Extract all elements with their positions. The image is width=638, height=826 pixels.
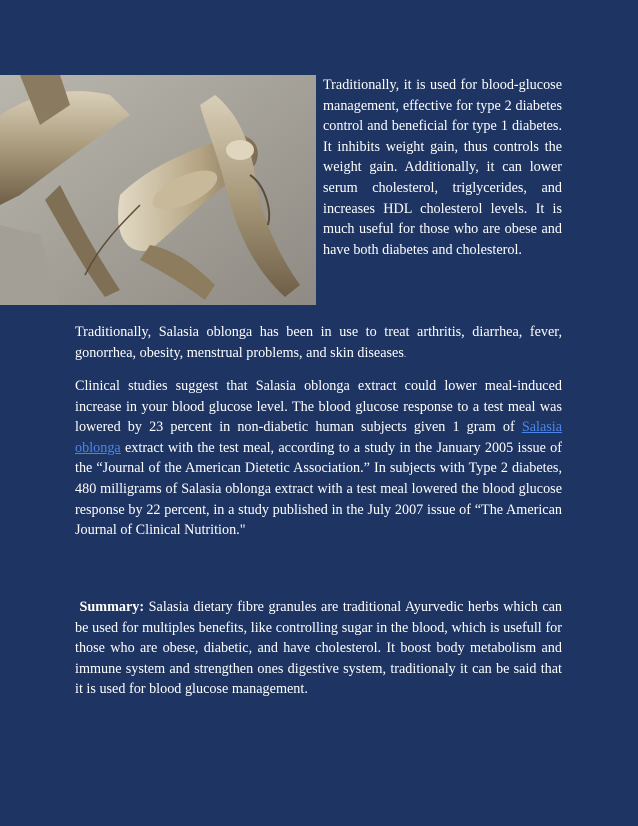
summary-label: Summary:: [79, 599, 145, 615]
salasia-oblonga-link[interactable]: Salasia oblonga: [75, 419, 562, 456]
salacia-root-photo: [0, 75, 316, 305]
summary-text: Salasia dietary fibre granules are traditional Ayurvedic herbs which can be used for multiples benefits, like controlling sugar in the blood, which is usefull for those who are obese, diabetic, and have cholesterol. It boost body metabolism and immune system and strengthen ones digestive system, traditionaly it can be said that it is used for blood glucose management.: [75, 599, 563, 698]
intro-column-text: Traditionally, it is used for blood-glucose management, effective for type 2 diabetes control and beneficial for type 1 diabetes. It inhibits weight gain, thus controls the weight gain. Additionally, it can lower serum cholesterol, triglycerides, and increases HDL cholesterol levels. It is much useful for those who are obese and have both diabetes and cholesterol.: [323, 77, 562, 258]
intro-full-body: Traditionally, Salasia oblonga has been in use to treat arthritis, diarrhea, fever, gonorrhea, obesity, menstrual problems, and skin diseases: [75, 324, 562, 361]
clinical-text-before: Clinical studies suggest that Salasia oblonga extract could lower meal-induced increase in your blood glucose level. The blood glucose response to a test meal was lowered by 23 percent in non-diabetic human subjects given 1 gram of: [75, 378, 562, 436]
intro-full-period: .: [403, 348, 407, 359]
root-image-icon: [0, 75, 316, 305]
clinical-paragraph: [75, 376, 562, 541]
intro-full-text: [75, 322, 562, 364]
clinical-text-after: extract with the test meal, according to a study in the January 2005 issue of the “Journal of the American Dietetic Association.” In subjects with Type 2 diabetes, 480 milligrams of Salasia oblonga extract with a test meal lowered the blood glucose response by 22 percent, in a study published in the July 2007 issue of “The American Journal of Clinical Nutrition.": [75, 439, 562, 539]
summary-paragraph: [75, 597, 562, 700]
